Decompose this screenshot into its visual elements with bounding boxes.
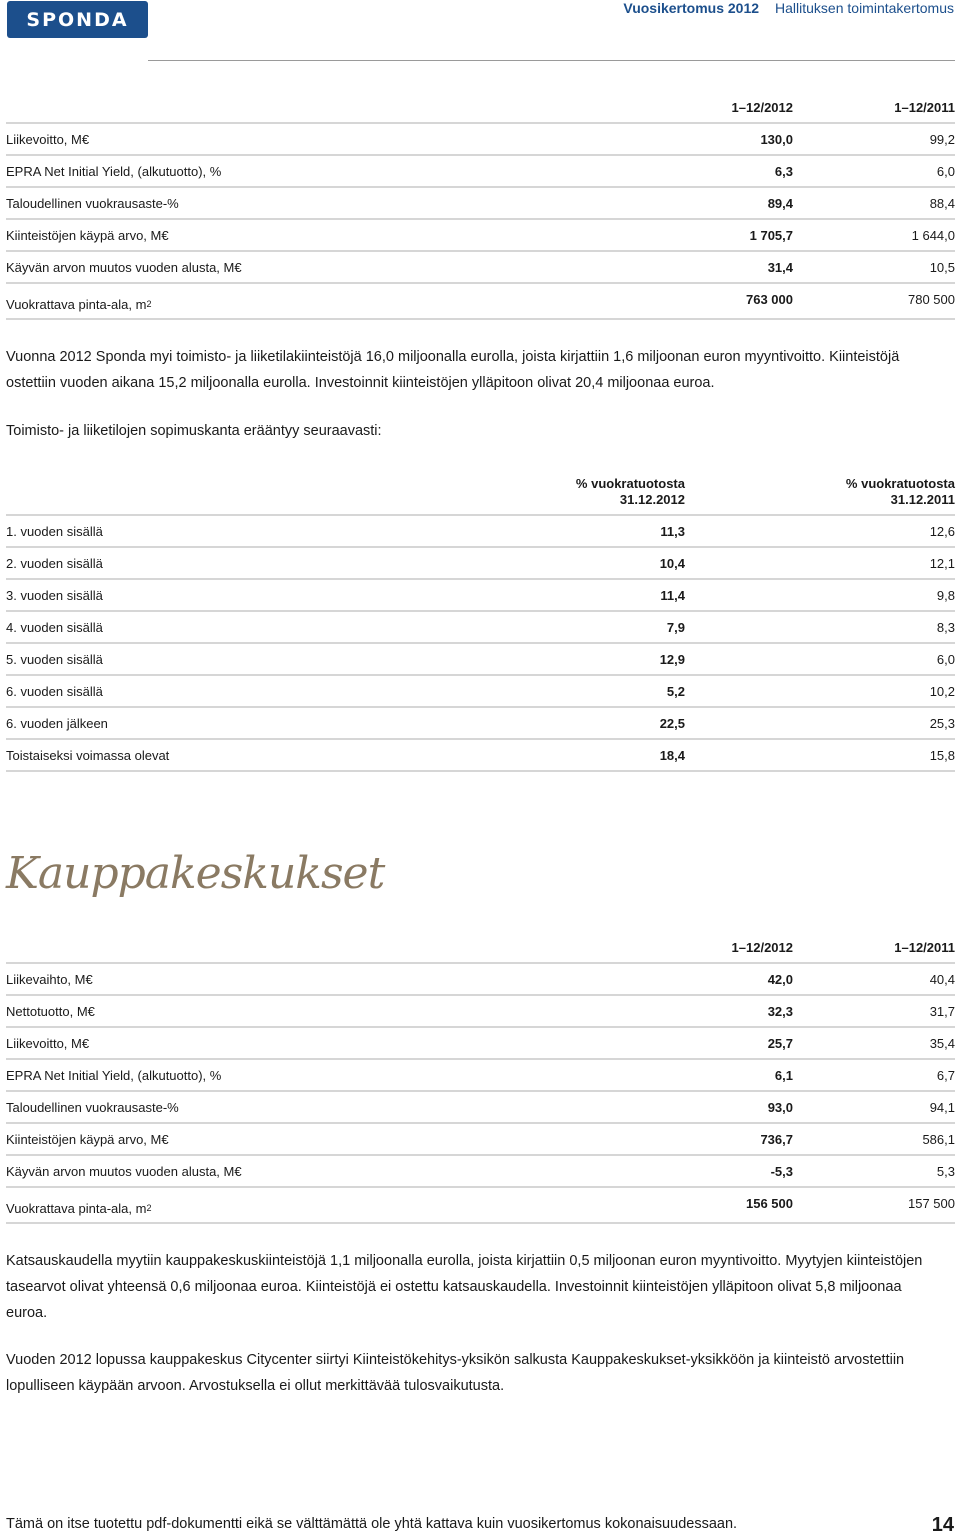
value-2011: 586,1: [922, 1132, 955, 1147]
row-label: 3. vuoden sisällä: [6, 588, 103, 603]
value-2011: 5,3: [936, 1164, 955, 1179]
table-row: [6, 740, 955, 772]
table-row: [6, 996, 955, 1028]
value-2012: 6,1: [774, 1068, 793, 1083]
superscript: 2: [146, 1203, 152, 1213]
value-2011: 10,2: [929, 684, 955, 699]
table-row: [6, 156, 955, 188]
footer-note: Tämä on itse tuotettu pdf-dokumentti eikä se välttämättä ole yhtä kattava kuin vuosikertomus kokonaisuudessaan.: [6, 1516, 738, 1532]
col-2011-header: 1–12/2011: [894, 940, 955, 955]
row-label: Käyvän arvon muutos vuoden alusta, M€: [6, 1164, 242, 1179]
col-2011-header-line2: 31.12.2011: [890, 492, 955, 507]
table-row: [6, 1028, 955, 1060]
table-header: [6, 932, 955, 964]
row-label: Kiinteistöjen käypä arvo, M€: [6, 228, 169, 243]
value-2011: 94,1: [929, 1100, 955, 1115]
value-2011: 15,8: [929, 748, 955, 763]
value-2012: 156 500: [746, 1196, 793, 1211]
row-label: 2. vuoden sisällä: [6, 556, 103, 571]
col-2012-header: [576, 476, 685, 508]
value-2012: 25,7: [767, 1036, 793, 1051]
table-row: [6, 1092, 955, 1124]
table-row: [6, 644, 955, 676]
row-label-text: Vuokrattava pinta-ala, m: [6, 297, 147, 312]
value-2012: 11,4: [660, 588, 685, 603]
value-2011: 10,5: [929, 260, 955, 275]
row-label: [6, 297, 151, 312]
row-label: [6, 1201, 151, 1216]
col-2012-header-line2: 31.12.2012: [619, 492, 685, 507]
value-2012: -5,3: [770, 1164, 793, 1179]
table-row: [6, 676, 955, 708]
value-2011: 1 644,0: [911, 228, 955, 243]
col-2011-header-line1: % vuokratuotosta: [845, 476, 955, 491]
row-label: Liikevoitto, M€: [6, 132, 90, 147]
col-2011-header: [846, 476, 955, 508]
doc-title: Vuosikertomus 2012: [623, 0, 760, 16]
row-label: Kiinteistöjen käypä arvo, M€: [6, 1132, 169, 1147]
paragraph-office-transactions: Vuonna 2012 Sponda myi toimisto- ja liiketilakiinteistöjä 16,0 miljoonalla eurolla, joista kirjattiin 1,6 miljoonan euron myyntivoitto. Kiinteistöjä ostettiin vuoden aikana 15,2 miljoonalla eurolla. Investoinnit kiinteistöjen ylläpitoon olivat 20,4 miljoonaa euroa.: [6, 349, 900, 391]
value-2011: 12,1: [929, 556, 955, 571]
sponda-logo: [7, 1, 148, 38]
value-2011: 40,4: [929, 972, 955, 987]
table-row: [6, 124, 955, 156]
value-2011: 6,0: [936, 164, 955, 179]
table-row: [6, 1156, 955, 1188]
table-row: [6, 252, 955, 284]
value-2011: 35,4: [929, 1036, 955, 1051]
value-2012: 130,0: [760, 132, 793, 147]
table-header: [6, 470, 955, 516]
row-label: 1. vuoden sisällä: [6, 524, 103, 539]
value-2012: 10,4: [659, 556, 685, 571]
value-2012: 5,2: [666, 684, 685, 699]
value-2011: 99,2: [929, 132, 955, 147]
col-2011-header: 1–12/2011: [894, 100, 955, 115]
table-row: [6, 516, 955, 548]
value-2012: 7,9: [666, 620, 685, 635]
col-2012-header: 1–12/2012: [731, 940, 793, 955]
shopping-centre-kpi-table: [6, 932, 955, 1224]
value-2012: 12,9: [659, 652, 685, 667]
value-2011: 780 500: [908, 292, 955, 307]
value-2012: 736,7: [760, 1132, 793, 1147]
paragraph-shopping-transactions: Katsauskaudella myytiin kauppakeskuskiinteistöjä 1,1 miljoonalla eurolla, joista kirjattiin 0,5 miljoonan euron myyntivoitto. Myytyjen kiinteistöjen tasearvot olivat yhteensä 0,6 miljoonaa euroa. Kiinteistöjä ei ostettu katsauskaudella. Investoinnit kiinteistöjen ylläpitoon olivat 5,8 miljoonaa euroa.: [6, 1253, 923, 1321]
value-2012: 31,4: [767, 260, 793, 275]
table-row: [6, 284, 955, 320]
value-2012: 32,3: [767, 1004, 793, 1019]
header-titles: [623, 0, 954, 18]
office-kpi-table: [6, 92, 955, 320]
value-2012: 22,5: [659, 716, 685, 731]
value-2012: 93,0: [767, 1100, 793, 1115]
row-label: Liikevoitto, M€: [6, 1036, 90, 1051]
value-2011: 25,3: [929, 716, 955, 731]
row-label: Nettotuotto, M€: [6, 1004, 95, 1019]
value-2012: 1 705,7: [749, 228, 793, 243]
row-label: Toistaiseksi voimassa olevat: [6, 748, 170, 763]
value-2011: 8,3: [936, 620, 955, 635]
value-2012: 6,3: [774, 164, 793, 179]
row-label: EPRA Net Initial Yield, (alkutuotto), %: [6, 164, 222, 179]
value-2011: 31,7: [929, 1004, 955, 1019]
table-row: [6, 1188, 955, 1224]
row-label: Käyvän arvon muutos vuoden alusta, M€: [6, 260, 242, 275]
value-2011: 12,6: [929, 524, 955, 539]
row-label: Taloudellinen vuokrausaste-%: [6, 196, 179, 211]
value-2012: 11,3: [660, 524, 685, 539]
value-2012: 18,4: [659, 748, 685, 763]
value-2011: 9,8: [936, 588, 955, 603]
value-2012: 89,4: [767, 196, 793, 211]
paragraph-lease-maturity-intro: Toimisto- ja liiketilojen sopimuskanta erääntyy seuraavasti:: [6, 423, 382, 439]
table-row: [6, 708, 955, 740]
row-label: Taloudellinen vuokrausaste-%: [6, 1100, 179, 1115]
row-label: Liikevaihto, M€: [6, 972, 93, 987]
value-2012: 42,0: [767, 972, 793, 987]
lease-maturity-table: [6, 470, 955, 772]
header-divider: [148, 60, 955, 61]
table-row: [6, 1060, 955, 1092]
page-number: 14: [931, 1514, 954, 1536]
table-row: [6, 188, 955, 220]
table-row: [6, 612, 955, 644]
col-2012-header: 1–12/2012: [731, 100, 793, 115]
table-row: [6, 1124, 955, 1156]
table-row: [6, 548, 955, 580]
row-label: 4. vuoden sisällä: [6, 620, 103, 635]
paragraph-citycenter-transfer: Vuoden 2012 lopussa kauppakeskus Citycenter siirtyi Kiinteistökehitys-yksikön salkusta Kauppakeskukset-yksikköön ja kiinteistö arvostettiin lopulliseen käypään arvoon. Arvostuksella ei ollut merkittävää tulosvaikutusta.: [6, 1352, 905, 1394]
value-2011: 6,7: [936, 1068, 955, 1083]
row-label: 5. vuoden sisällä: [6, 652, 103, 667]
table-row: [6, 220, 955, 252]
table-row: [6, 964, 955, 996]
value-2011: 157 500: [908, 1196, 955, 1211]
section-title: Kauppakeskukset: [6, 848, 385, 899]
value-2011: 6,0: [936, 652, 955, 667]
row-label: 6. vuoden sisällä: [6, 684, 103, 699]
table-header: [6, 92, 955, 124]
section-name: Hallituksen toimintakertomus: [775, 0, 954, 16]
col-2012-header-line1: % vuokratuotosta: [575, 476, 685, 491]
value-2012: 763 000: [746, 292, 793, 307]
row-label-text: Vuokrattava pinta-ala, m: [6, 1201, 147, 1216]
row-label: 6. vuoden jälkeen: [6, 716, 108, 731]
row-label: EPRA Net Initial Yield, (alkutuotto), %: [6, 1068, 222, 1083]
logo-text: SPONDA: [26, 8, 129, 31]
superscript: 2: [146, 299, 152, 309]
table-row: [6, 580, 955, 612]
value-2011: 88,4: [929, 196, 955, 211]
